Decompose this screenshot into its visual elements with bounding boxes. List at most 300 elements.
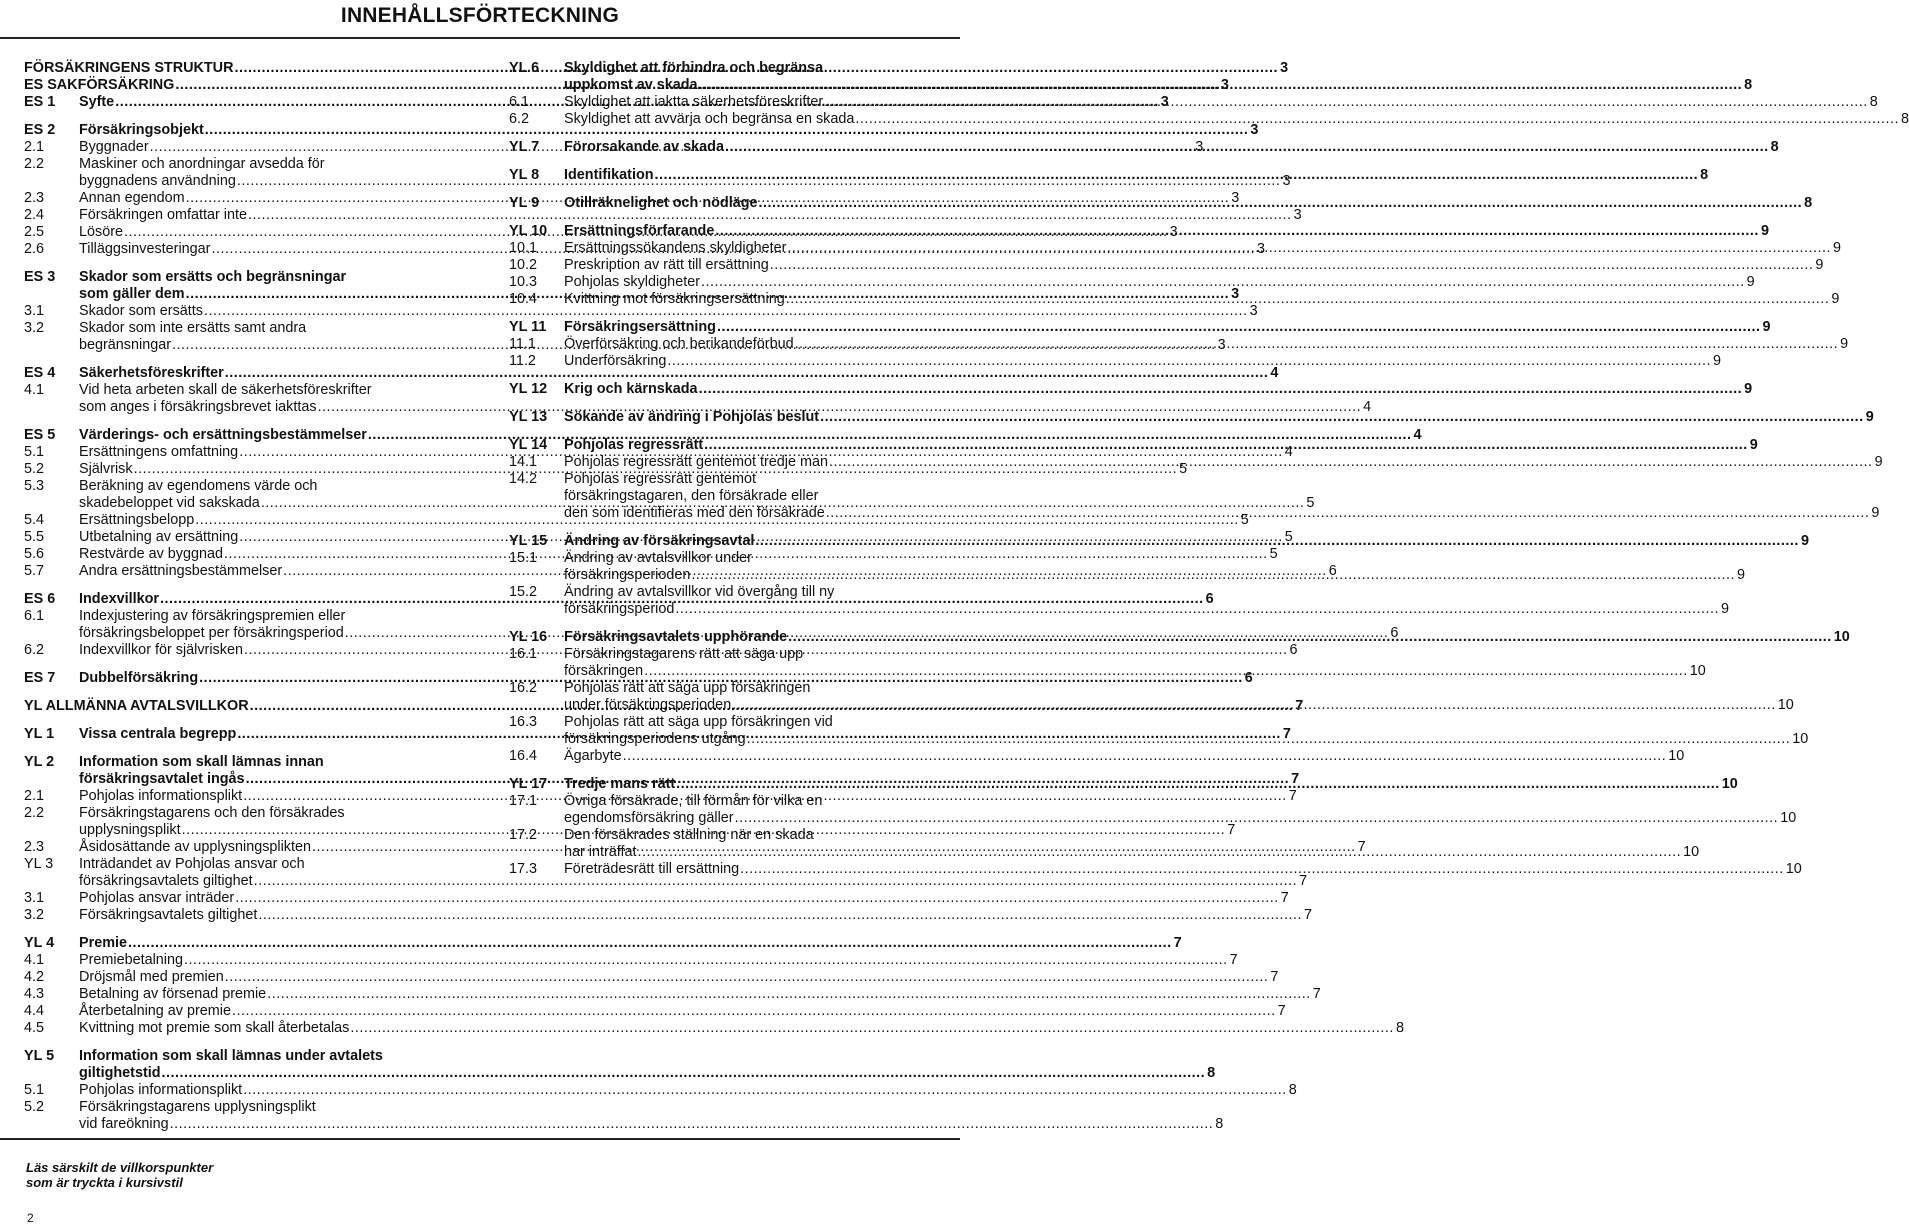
toc-entry-number: 2.4 — [24, 207, 45, 223]
toc-entry[interactable] — [509, 680, 1794, 714]
toc-entry-page: 5 — [1179, 461, 1188, 477]
dot-leader — [725, 139, 1769, 156]
toc-entry-page: 7 — [1227, 822, 1236, 838]
toc-entry-number: 16.2 — [509, 680, 538, 696]
toc-entry[interactable] — [509, 94, 1878, 111]
toc-entry[interactable] — [509, 793, 1797, 827]
toc-entry-number: 2.5 — [24, 224, 45, 240]
toc-entry-page: 10 — [1668, 748, 1685, 764]
dot-leader — [740, 861, 1784, 878]
toc-entry-number: 16.4 — [509, 748, 538, 764]
toc-entry[interactable] — [24, 890, 1289, 907]
toc-entry-page: 8 — [1207, 1065, 1216, 1081]
toc-entry-title: Otillräknelighet och nödläge — [564, 195, 758, 211]
dot-leader — [755, 533, 1799, 550]
toc-entry[interactable] — [24, 1003, 1286, 1020]
toc-entry-title: under försäkringsperioden — [564, 697, 732, 713]
toc-entry[interactable] — [24, 907, 1312, 924]
dot-leader — [644, 663, 1688, 680]
toc-entry-page: 3 — [1231, 286, 1240, 302]
toc-entry-number: YL 1 — [24, 726, 55, 742]
toc-entry-number: ES 4 — [24, 365, 56, 381]
toc-entry-title: Skyldighet att iaktta säkerhetsföreskrifter — [564, 94, 824, 110]
toc-entry-page: 10 — [1780, 810, 1797, 826]
toc-entry-title: försäkringen — [564, 663, 644, 679]
toc-entry-page: 8 — [1215, 1116, 1224, 1132]
toc-entry-number: 2.3 — [24, 190, 45, 206]
toc-entry-number: 4.1 — [24, 382, 45, 398]
toc-entry-number: ES 6 — [24, 591, 56, 607]
toc-entry-page: 10 — [1683, 844, 1700, 860]
toc-entry[interactable] — [509, 409, 1874, 426]
toc-entry-title: Försäkringstagarens upplysningsplikt — [79, 1099, 316, 1115]
toc-entry-title: försäkringsperiodens utgång — [564, 731, 746, 747]
toc-entry-title: Premiebetalning — [79, 952, 183, 968]
toc-entry-title: Pohjolas rätt att säga upp försäkringen — [564, 680, 811, 696]
toc-entry-page: 6 — [1205, 591, 1214, 607]
toc-entry-title: begränsningar — [79, 337, 172, 353]
toc-entry-page: 9 — [1749, 437, 1758, 453]
toc-entry-page: 5 — [1240, 512, 1249, 528]
toc-entry-number: YL 10 — [509, 223, 548, 239]
toc-entry-title: Skyldighet att avvärja och begränsa en skada — [564, 111, 855, 127]
toc-entry-page: 10 — [1721, 776, 1738, 792]
toc-entry[interactable] — [509, 111, 1909, 128]
dot-leader — [699, 381, 1743, 398]
toc-entry-number: 17.3 — [509, 861, 538, 877]
toc-entry-title: Säkerhetsföreskrifter — [79, 365, 224, 381]
toc-entry-number: YL 14 — [509, 437, 548, 453]
toc-entry-number: ES 3 — [24, 269, 56, 285]
dot-leader — [735, 810, 1779, 827]
toc-entry-title: Pohjolas regressrätt gentemot tredje man — [564, 454, 828, 470]
toc-entry-page: 4 — [1284, 444, 1293, 460]
toc-entry-number: YL 3 — [24, 856, 54, 872]
toc-entry-number: 5.3 — [24, 478, 45, 494]
toc-entry[interactable] — [509, 291, 1840, 308]
toc-entry[interactable] — [509, 195, 1813, 212]
toc-entry-title: Krig och kärnskada — [564, 381, 698, 397]
toc-entry-number: 10.3 — [509, 274, 538, 290]
toc-entry-title: Underförsäkring — [564, 353, 667, 369]
toc-entry-title: försäkringsbeloppet per försäkringsperiod — [79, 625, 344, 641]
toc-entry-page: 9 — [1744, 381, 1753, 397]
toc-entry-page: 9 — [1760, 223, 1769, 239]
dot-leader — [676, 776, 1720, 793]
toc-entry-page: 8 — [1288, 1082, 1297, 1098]
dot-leader — [267, 986, 1311, 1003]
toc-entry-title: Pohjolas informationsplikt — [79, 1082, 243, 1098]
toc-entry[interactable] — [509, 139, 1779, 156]
toc-entry-title: Kvittning mot försäkringsersättning — [564, 291, 785, 307]
toc-entry[interactable] — [509, 454, 1883, 471]
toc-entry-page: 7 — [1280, 890, 1289, 906]
dot-leader — [655, 167, 1699, 184]
toc-entry[interactable] — [509, 60, 1753, 94]
toc-entry-page: 6 — [1390, 625, 1399, 641]
toc-entry[interactable] — [509, 353, 1721, 370]
toc-entry[interactable] — [24, 952, 1238, 969]
dot-leader — [638, 844, 1682, 861]
toc-entry-title: Premie — [79, 935, 127, 951]
toc-entry-page: 9 — [1840, 336, 1849, 352]
toc-entry-title: Skyldighet att förhindra och begränsa — [564, 60, 824, 76]
toc-entry[interactable] — [509, 629, 1850, 646]
toc-entry-number: 10.2 — [509, 257, 538, 273]
toc-entry-title: Indexjustering av försäkringspremien eller — [79, 608, 346, 624]
toc-entry-page: 7 — [1291, 771, 1300, 787]
toc-entry[interactable] — [509, 748, 1685, 765]
footer-divider — [0, 1138, 960, 1140]
toc-entry-number: 14.2 — [509, 471, 538, 487]
toc-entry-title: Ändring av försäkringsavtal — [564, 533, 755, 549]
toc-entry-title: försäkringsavtalets giltighet — [79, 873, 253, 889]
toc-entry-title: Ägarbyte — [564, 748, 622, 764]
toc-entry-title: som gäller dem — [79, 286, 185, 302]
toc-entry-title: Lösöre — [79, 224, 124, 240]
toc-entry-page: 9 — [1762, 319, 1771, 335]
toc-entry-page: 7 — [1299, 873, 1308, 889]
toc-entry-title: Ersättningsbelopp — [79, 512, 195, 528]
toc-entry-page: 10 — [1833, 629, 1850, 645]
toc-entry-title: Försäkringstagarens och den försäkrades — [79, 805, 345, 821]
toc-entry-title: Utbetalning av ersättning — [79, 529, 239, 545]
toc-entry-title: Försäkringen omfattar inte — [79, 207, 247, 223]
dot-leader — [170, 1116, 1214, 1133]
toc-entry-page: 10 — [1777, 697, 1794, 713]
toc-entry-number: 4.5 — [24, 1020, 45, 1036]
toc-entry-title: upplysningsplikt — [79, 822, 181, 838]
toc-entry[interactable] — [24, 1099, 1224, 1133]
toc-entry-title: den som identifieras med den försäkrade — [564, 505, 825, 521]
toc-entry-number: 4.3 — [24, 986, 45, 1002]
toc-entry-number: 5.6 — [24, 546, 45, 562]
toc-entry-number: 11.2 — [509, 353, 536, 369]
toc-entry[interactable] — [509, 274, 1755, 291]
toc-entry[interactable] — [509, 257, 1824, 274]
toc-entry-number: 5.7 — [24, 563, 45, 579]
toc-entry-page: 3 — [1217, 337, 1226, 353]
toc-entry-number: 16.1 — [509, 646, 538, 662]
toc-entry-title: Andra ersättningsbestämmelser — [79, 563, 283, 579]
toc-entry-number: YL 6 — [509, 60, 540, 76]
dot-leader — [820, 409, 1864, 426]
toc-entry-number: ES 2 — [24, 122, 56, 138]
toc-entry-number: ES 5 — [24, 427, 56, 443]
dot-leader — [232, 1003, 1276, 1020]
toc-entry[interactable] — [24, 427, 1422, 444]
toc-entry-page: 3 — [1195, 139, 1204, 155]
toc-entry-title: Information som skall lämnas under avtalets — [79, 1048, 383, 1064]
toc-entry[interactable] — [509, 776, 1738, 793]
toc-entry-title: vid fareökning — [79, 1116, 169, 1132]
toc-entry-page: 4 — [1270, 365, 1279, 381]
toc-entry-page: 8 — [1869, 94, 1878, 110]
toc-entry[interactable] — [24, 969, 1279, 986]
toc-entry-number: 6.2 — [24, 642, 45, 658]
toc-entry-title: som anges i försäkringsbrevet iakttas — [79, 399, 317, 415]
toc-entry-page: 9 — [1736, 567, 1745, 583]
dot-leader — [704, 437, 1748, 454]
dot-leader — [691, 567, 1735, 584]
toc-entry-title: Företrädesrätt till ersättning — [564, 861, 740, 877]
toc-entry-title: Försäkringsobjekt — [79, 122, 204, 138]
toc-entry-page: 9 — [1815, 257, 1824, 273]
toc-entry[interactable] — [24, 1048, 1216, 1082]
page-number: 2 — [27, 1211, 34, 1225]
toc-entry[interactable] — [509, 223, 1769, 240]
toc-entry-number: YL 15 — [509, 533, 548, 549]
toc-entry-number: 16.3 — [509, 714, 538, 730]
toc-entry-number: 2.1 — [24, 139, 45, 155]
toc-entry-number: ES 1 — [24, 94, 56, 110]
toc-entry-title: Kvittning mot premie som skall återbetalas — [79, 1020, 350, 1036]
dot-leader — [747, 731, 1791, 748]
toc-entry-title: YL ALLMÄNNA AVTALSVILLKOR — [24, 698, 249, 714]
dot-leader — [623, 748, 1667, 765]
toc-entry-number: 5.4 — [24, 512, 45, 528]
toc-entry[interactable] — [24, 1020, 1404, 1037]
toc-entry[interactable] — [509, 861, 1802, 878]
toc-entry-title: Dröjsmål med premien — [79, 969, 224, 985]
toc-entry[interactable] — [509, 437, 1758, 454]
toc-entry-page: 8 — [1804, 195, 1813, 211]
toc-entry-title: Förorsakande av skada — [564, 139, 724, 155]
toc-entry[interactable] — [509, 584, 1729, 618]
toc-entry-number: ES 7 — [24, 670, 56, 686]
toc-entry-page: 7 — [1173, 935, 1182, 951]
toc-entry-page: 3 — [1293, 207, 1302, 223]
toc-entry[interactable] — [509, 240, 1841, 257]
dot-leader — [243, 1082, 1287, 1099]
toc-entry-number: 17.1 — [509, 793, 538, 809]
toc-entry-title: giltighetstid — [79, 1065, 161, 1081]
toc-entry-title: Övriga försäkrade, till förmån för vilka en — [564, 793, 823, 809]
toc-entry[interactable] — [509, 336, 1849, 353]
toc-entry-number: 6.1 — [509, 94, 530, 110]
toc-entry-page: 9 — [1712, 353, 1721, 369]
toc-entry-title: Värderings- och ersättningsbestämmelser — [79, 427, 367, 443]
dot-leader — [855, 111, 1899, 128]
toc-entry-page: 8 — [1744, 77, 1753, 93]
toc-entry-page: 4 — [1413, 427, 1422, 443]
dot-leader — [699, 77, 1743, 94]
toc-entry-page: 3 — [1249, 303, 1258, 319]
toc-entry[interactable] — [24, 303, 1258, 320]
dot-leader — [829, 454, 1873, 471]
toc-entry-number: YL 12 — [509, 381, 548, 397]
dot-leader — [128, 935, 1172, 952]
toc-entry-number: 6.2 — [509, 111, 530, 127]
toc-entry-title: Skador som inte ersätts samt andra — [79, 320, 307, 336]
dot-leader — [225, 969, 1269, 986]
toc-entry-number: 2.6 — [24, 241, 45, 257]
toc-entry-title: Restvärde av byggnad — [79, 546, 223, 562]
toc-entry-number: 2.2 — [24, 156, 45, 172]
page-title: INNEHÅLLSFÖRTECKNING — [340, 4, 620, 27]
toc-entry-number: 5.1 — [24, 444, 45, 460]
toc-entry-number: 6.1 — [24, 608, 45, 624]
dot-leader — [715, 223, 1759, 240]
toc-entry-number: 10.1 — [509, 240, 538, 256]
toc-entry-number: YL 2 — [24, 754, 55, 770]
toc-right-column — [509, 60, 1909, 878]
toc-entry-page: 9 — [1831, 291, 1840, 307]
toc-entry-title: Tredje mans rätt — [564, 776, 676, 792]
toc-entry-number: YL 7 — [509, 139, 540, 155]
toc-entry-page: 3 — [1250, 122, 1259, 138]
toc-entry[interactable] — [24, 207, 1302, 224]
header-divider — [0, 37, 960, 39]
toc-entry-number: 3.1 — [24, 890, 45, 906]
toc-entry-page: 7 — [1288, 788, 1297, 804]
toc-entry-title: Dubbelförsäkring — [79, 670, 199, 686]
toc-entry-number: YL 11 — [509, 319, 547, 335]
dot-leader — [258, 907, 1302, 924]
toc-entry-title: Pohjolas rätt att säga upp försäkringen vid — [564, 714, 833, 730]
toc-entry-title: Ändring av avtalsvillkor under — [564, 550, 752, 566]
toc-entry-number: 5.1 — [24, 1082, 45, 1098]
toc-entry-title: Ändring av avtalsvillkor vid övergång till ny — [564, 584, 835, 600]
dot-leader — [162, 1065, 1206, 1082]
toc-entry-title: Indexvillkor för självrisken — [79, 642, 243, 658]
toc-entry-page: 8 — [1395, 1020, 1404, 1036]
toc-entry-title: Preskription av rätt till ersättning — [564, 257, 769, 273]
toc-entry-page: 6 — [1328, 563, 1337, 579]
toc-entry-page: 7 — [1229, 952, 1238, 968]
toc-entry-number: YL 5 — [24, 1048, 55, 1064]
toc-entry[interactable] — [509, 550, 1745, 584]
dot-leader — [759, 195, 1803, 212]
toc-entry-title: egendomsförsäkring gäller — [564, 810, 734, 826]
toc-entry-page: 8 — [1901, 111, 1909, 127]
toc-entry-page: 10 — [1785, 861, 1802, 877]
toc-entry-page: 4 — [1363, 399, 1372, 415]
toc-entry[interactable] — [24, 122, 1259, 139]
toc-entry[interactable] — [509, 381, 1753, 398]
dot-leader — [667, 353, 1711, 370]
toc-entry-page: 7 — [1295, 698, 1304, 714]
toc-entry-page: 3 — [1231, 190, 1240, 206]
toc-entry-title: Försäkringsersättning — [564, 319, 716, 335]
toc-entry-page: 7 — [1357, 839, 1366, 855]
toc-entry[interactable] — [509, 827, 1700, 861]
toc-entry-page: 7 — [1270, 969, 1279, 985]
dot-leader — [235, 890, 1279, 907]
toc-entry-title: byggnadens användning — [79, 173, 236, 189]
toc-entry-number: 3.1 — [24, 303, 45, 319]
toc-entry-page: 3 — [1257, 241, 1266, 257]
toc-entry-number: 5.2 — [24, 461, 45, 477]
toc-entry-title: Vid heta arbeten skall de säkerhetsföreskrifter — [79, 382, 372, 398]
toc-entry-page: 10 — [1689, 663, 1706, 679]
dot-leader — [717, 319, 1761, 336]
dot-leader — [701, 274, 1745, 291]
toc-entry-page: 9 — [1871, 505, 1880, 521]
toc-entry-title: uppkomst av skada — [564, 77, 698, 93]
toc-entry-title: ES SAKFÖRSÄKRING — [24, 77, 175, 93]
toc-entry[interactable] — [24, 986, 1321, 1003]
toc-entry-page: 5 — [1269, 546, 1278, 562]
toc-entry-number: 2.2 — [24, 805, 45, 821]
dot-leader — [795, 336, 1839, 353]
toc-entry-title: Pohjolas regressrätt gentemot — [564, 471, 756, 487]
toc-entry-title: Försäkringstagarens rätt att säga upp — [564, 646, 804, 662]
toc-entry[interactable] — [24, 365, 1279, 382]
toc-entry-title: Tilläggsinvesteringar — [79, 241, 211, 257]
toc-entry[interactable] — [24, 1082, 1297, 1099]
toc-entry-title: Maskiner och anordningar avsedda för — [79, 156, 325, 172]
toc-entry-page: 6 — [1289, 642, 1298, 658]
toc-entry-page: 3 — [1280, 60, 1289, 76]
toc-entry-number: YL 17 — [509, 776, 548, 792]
toc-entry-page: 7 — [1277, 1003, 1286, 1019]
toc-entry-title: Pohjolas ansvar inträder — [79, 890, 235, 906]
toc-entry-title: Ersättningsförfarande — [564, 223, 715, 239]
dot-leader — [732, 697, 1776, 714]
toc-entry-number: 4.2 — [24, 969, 45, 985]
toc-entry-title: försäkringstagaren, den försäkrade eller — [564, 488, 819, 504]
toc-entry-page: 9 — [1874, 454, 1883, 470]
toc-entry-number: 14.1 — [509, 454, 538, 470]
toc-entry-title: skadebeloppet vid sakskada — [79, 495, 260, 511]
toc-entry-number: 15.2 — [509, 584, 538, 600]
dot-leader — [184, 952, 1228, 969]
toc-entry-page: 5 — [1284, 529, 1293, 545]
toc-entry-number: 2.1 — [24, 788, 45, 804]
toc-entry-title: Ersättningssökandens skyldigheter — [564, 240, 787, 256]
dot-leader — [675, 601, 1719, 618]
toc-entry-title: Försäkringsavtalets giltighet — [79, 907, 258, 923]
toc-entry-page: 3 — [1160, 94, 1169, 110]
toc-entry[interactable] — [509, 714, 1809, 748]
toc-entry-number: 2.3 — [24, 839, 45, 855]
toc-entry-title: Betalning av försenad premie — [79, 986, 267, 1002]
toc-entry[interactable] — [509, 646, 1706, 680]
toc-entry-title: försäkringsavtalet ingås — [79, 771, 245, 787]
toc-entry-number: YL 4 — [24, 935, 55, 951]
toc-entry-number: 3.2 — [24, 907, 45, 923]
toc-entry[interactable] — [24, 935, 1182, 952]
toc-entry-title: Ersättningens omfattning — [79, 444, 239, 460]
toc-entry-page: 8 — [1700, 167, 1709, 183]
toc-entry-number: 11.1 — [509, 336, 536, 352]
toc-entry[interactable] — [509, 471, 1880, 522]
toc-entry-title: Identifikation — [564, 167, 654, 183]
dot-leader — [786, 291, 1830, 308]
toc-entry-title: Annan egendom — [79, 190, 185, 206]
toc-entry-title: Inträdandet av Pohjolas ansvar och — [79, 856, 305, 872]
toc-entry-page: 3 — [1220, 77, 1229, 93]
header — [0, 0, 960, 32]
toc-entry-title: Överförsäkring och berikandeförbud — [564, 336, 794, 352]
toc-entry-number: YL 9 — [509, 195, 540, 211]
toc-entry-title: Åsidosättande av upplysningsplikten — [79, 839, 311, 855]
toc-entry-title: Skador som ersätts — [79, 303, 203, 319]
toc-entry-title: Beräkning av egendomens värde och — [79, 478, 318, 494]
toc-entry-title: Självrisk — [79, 461, 133, 477]
toc-entry[interactable] — [509, 533, 1809, 550]
toc-entry-page: 9 — [1746, 274, 1755, 290]
toc-entry-number: 17.2 — [509, 827, 538, 843]
toc-entry-page: 9 — [1865, 409, 1874, 425]
toc-entry[interactable] — [509, 167, 1709, 184]
toc-entry-page: 8 — [1770, 139, 1779, 155]
toc-entry-title: Skador som ersätts och begränsningar — [79, 269, 347, 285]
toc-entry-number: YL 13 — [509, 409, 548, 425]
toc-entry[interactable] — [509, 319, 1771, 336]
dot-leader — [788, 629, 1832, 646]
